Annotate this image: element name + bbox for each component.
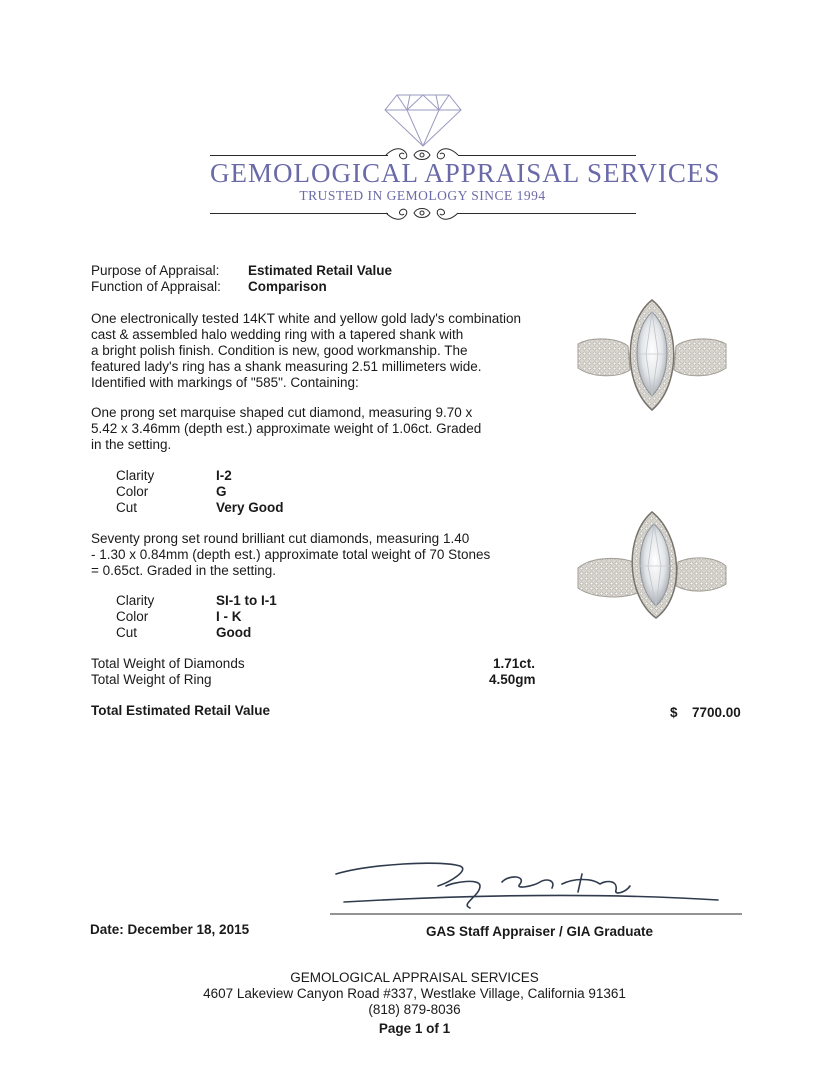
ring-photo-angle — [574, 506, 734, 626]
page-number: Page 1 of 1 — [378, 1021, 451, 1036]
center-stone-line: in the setting. — [91, 437, 172, 452]
company-tagline: TRUSTED IN GEMOLOGY SINCE 1994 — [299, 188, 546, 203]
side-clarity-value: SI-1 to I-1 — [216, 593, 277, 608]
description-line: Identified with markings of "585". Containing: — [91, 375, 359, 390]
header-rule-top-left — [210, 155, 388, 156]
diamond-logo-icon — [383, 92, 463, 148]
description-line: a bright polish finish. Condition is new, good workmanship. The — [91, 343, 468, 358]
function-label: Function of Appraisal: — [91, 279, 221, 294]
footer-address: 4607 Lakeview Canyon Road #337, Westlake Village, California 91361 — [203, 986, 626, 1001]
header-rule-top-right — [458, 155, 636, 156]
total-diamonds-value: 1.71ct. — [493, 656, 536, 671]
appraisal-date: Date: December 18, 2015 — [90, 922, 250, 937]
total-ring-label: Total Weight of Ring — [91, 672, 212, 687]
retail-currency: $ — [670, 705, 678, 720]
total-diamonds-label: Total Weight of Diamonds — [91, 656, 245, 671]
center-clarity-label: Clarity — [116, 468, 155, 483]
side-cut-label: Cut — [116, 625, 138, 640]
description-line: cast & assembled halo wedding ring with a tapered shank with — [91, 327, 464, 342]
retail-value: 7700.00 — [692, 705, 741, 720]
side-cut-value: Good — [216, 625, 252, 640]
company-name: GEMOLOGICAL APPRAISAL SERVICES — [210, 158, 721, 188]
appraiser-signature — [330, 856, 742, 916]
description-line: featured lady's ring has a shank measuring 2.51 millimeters wide. — [91, 359, 482, 374]
header-rule-bottom-left — [210, 213, 388, 214]
function-value: Comparison — [248, 279, 327, 294]
footer-company: GEMOLOGICAL APPRAISAL SERVICES — [290, 970, 539, 985]
description-line: One electronically tested 14KT white and yellow gold lady's combination — [91, 311, 522, 326]
side-stones-description — [91, 531, 490, 579]
center-stone-line: One prong set marquise shaped cut diamond, measuring 9.70 x — [91, 405, 473, 420]
header-rule-bottom-right — [458, 213, 636, 214]
footer-phone: (818) 879-8036 — [368, 1002, 461, 1017]
center-color-label: Color — [116, 484, 149, 499]
purpose-label: Purpose of Appraisal: — [91, 263, 220, 278]
side-stones-line: Seventy prong set round brilliant cut diamonds, measuring 1.40 — [91, 531, 470, 546]
item-description — [91, 311, 521, 391]
total-retail-label: Total Estimated Retail Value — [91, 703, 271, 718]
side-stones-line: = 0.65ct. Graded in the setting. — [91, 563, 276, 578]
side-stones-line: - 1.30 x 0.84mm (depth est.) approximate total weight of 70 Stones — [91, 547, 491, 562]
center-color-value: G — [216, 484, 227, 499]
side-color-value: I - K — [216, 609, 242, 624]
purpose-value: Estimated Retail Value — [248, 263, 393, 278]
center-cut-value: Very Good — [216, 500, 284, 515]
appraiser-title: GAS Staff Appraiser / GIA Graduate — [426, 924, 654, 939]
side-clarity-label: Clarity — [116, 593, 155, 608]
ring-photo-front — [572, 296, 732, 416]
center-clarity-value: I-2 — [216, 468, 232, 483]
center-cut-label: Cut — [116, 500, 138, 515]
scroll-ornament-bottom-icon — [384, 204, 460, 222]
side-color-label: Color — [116, 609, 149, 624]
total-ring-value: 4.50gm — [489, 672, 536, 687]
center-stone-line: 5.42 x 3.46mm (depth est.) approximate weight of 1.06ct. Graded — [91, 421, 482, 436]
center-stone-description — [91, 405, 481, 453]
